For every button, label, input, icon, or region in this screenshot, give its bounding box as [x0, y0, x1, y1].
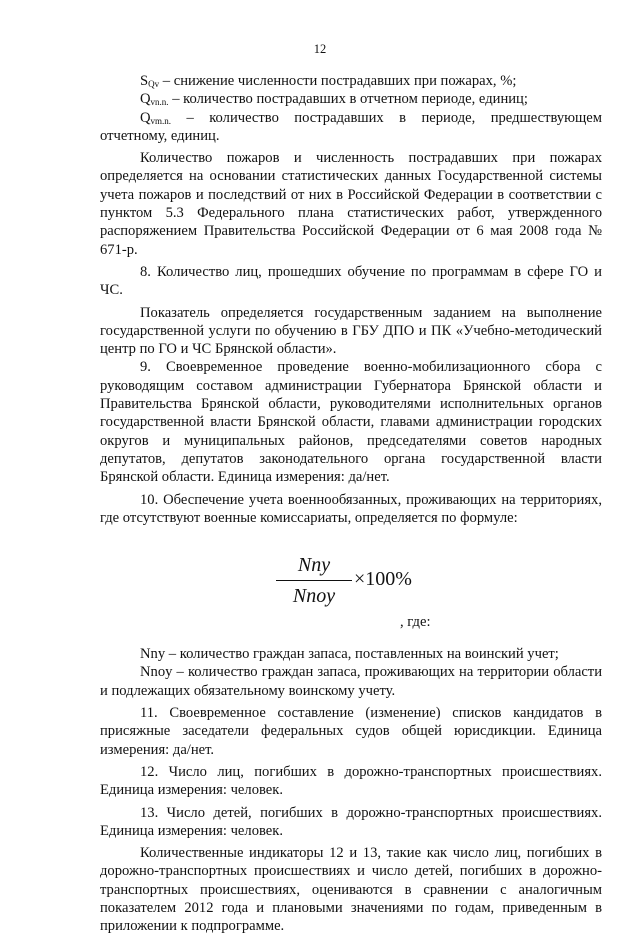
symbol-subscript: Qv [148, 79, 160, 89]
formula-fraction [278, 553, 350, 608]
symbol: S [140, 73, 149, 89]
definition-text: – количество пострадавших в периоде, предшествующем отчетному, единиц. [100, 109, 602, 144]
paragraph-indicators-12-13: Количественные индикаторы 12 и 13, такие как число лиц, погибших в дорожно-транспортных происшествиях и число детей, погибших в дорожно-транспортных происшествиях, оцениваются в сравнении с аналогичным показателем 2012 года и плановыми значениями по годам, приведенным в приложении к подпрограмме. [100, 845, 602, 935]
formula-multiplier: ×100% [354, 568, 412, 591]
symbol-subscript: vn.n. [150, 97, 169, 108]
formula [100, 549, 602, 633]
definition-text: – снижение численности пострадавших при пожарах, %; [159, 73, 517, 89]
symbol: Q [140, 91, 151, 108]
definition-text: – количество пострадавших в отчетном периоде, единиц; [168, 91, 528, 108]
symbol-subscript: vm.n. [150, 115, 172, 126]
paragraph-item-10: 10. Обеспечение учета военнообязанных, проживающих на территориях, где отсутствуют военные комиссариаты, определяется по формуле: [100, 491, 602, 526]
definition-q-vmn [100, 109, 602, 146]
paragraph-item-8-description: Показатель определяется государственным заданием на выполнение государственной услуги по обучению в ГБУ ДПО и ПК «Учебно-методический центр по ГО и ЧС Брянской области». [100, 304, 602, 358]
paragraph-item-9: 9. Своевременное проведение военно-мобилизационного сбора с руководящим составом администрации Губернатора Брянской области и Правительства Брянской области, руководителями исполнительных органов государственной власти Брянской области, главами администрации городских округов и муниципальных районов, председателями советов народных депутатов, депутатов законодательного органа государственной власти Брянской области. Единица измерения: да/нет. [100, 359, 602, 486]
symbol: Q [140, 109, 151, 126]
paragraph-item-12: 12. Число лиц, погибших в дорожно-транспортных происшествиях. Единица измерения: человек. [100, 763, 602, 799]
document-body [100, 72, 602, 936]
definition-nny: Nny – количество граждан запаса, поставленных на воинский учет; [140, 646, 559, 663]
paragraph-fire-statistics: Количество пожаров и численность пострадавших при пожарах определяется на основании статистических данных Государственной системы учета пожаров и последствий от них в Российской Федерации в соответствии с пунктом 5.3 Федерального плана статистических работ, утвержденного распоряжением Правительства Российской Федерации от 6 мая 2008 года № 671-р. [100, 150, 602, 258]
page-number: 12 [313, 42, 327, 56]
formula-suffix: , где: [400, 614, 431, 631]
definition-q-vnn [100, 90, 602, 108]
definition-s-qv [100, 72, 602, 90]
paragraph-item-11: 11. Своевременное составление (изменение) списков кандидатов в присяжные заседатели федеральных судов общей юрисдикции. Единица измерения: да/нет. [100, 705, 602, 758]
paragraph-item-13: 13. Число детей, погибших в дорожно-транспортных происшествиях. Единица измерения: человек. [100, 804, 602, 839]
formula-numerator: Nny [297, 554, 331, 577]
definition-nnoy: Nnoy – количество граждан запаса, проживающих на территории области и подлежащих обязательному воинскому учету. [100, 664, 602, 699]
formula-denominator: Nnoy [292, 585, 336, 608]
paragraph-item-8: 8. Количество лиц, прошедших обучение по программам в сфере ГО и ЧС. [100, 263, 602, 299]
